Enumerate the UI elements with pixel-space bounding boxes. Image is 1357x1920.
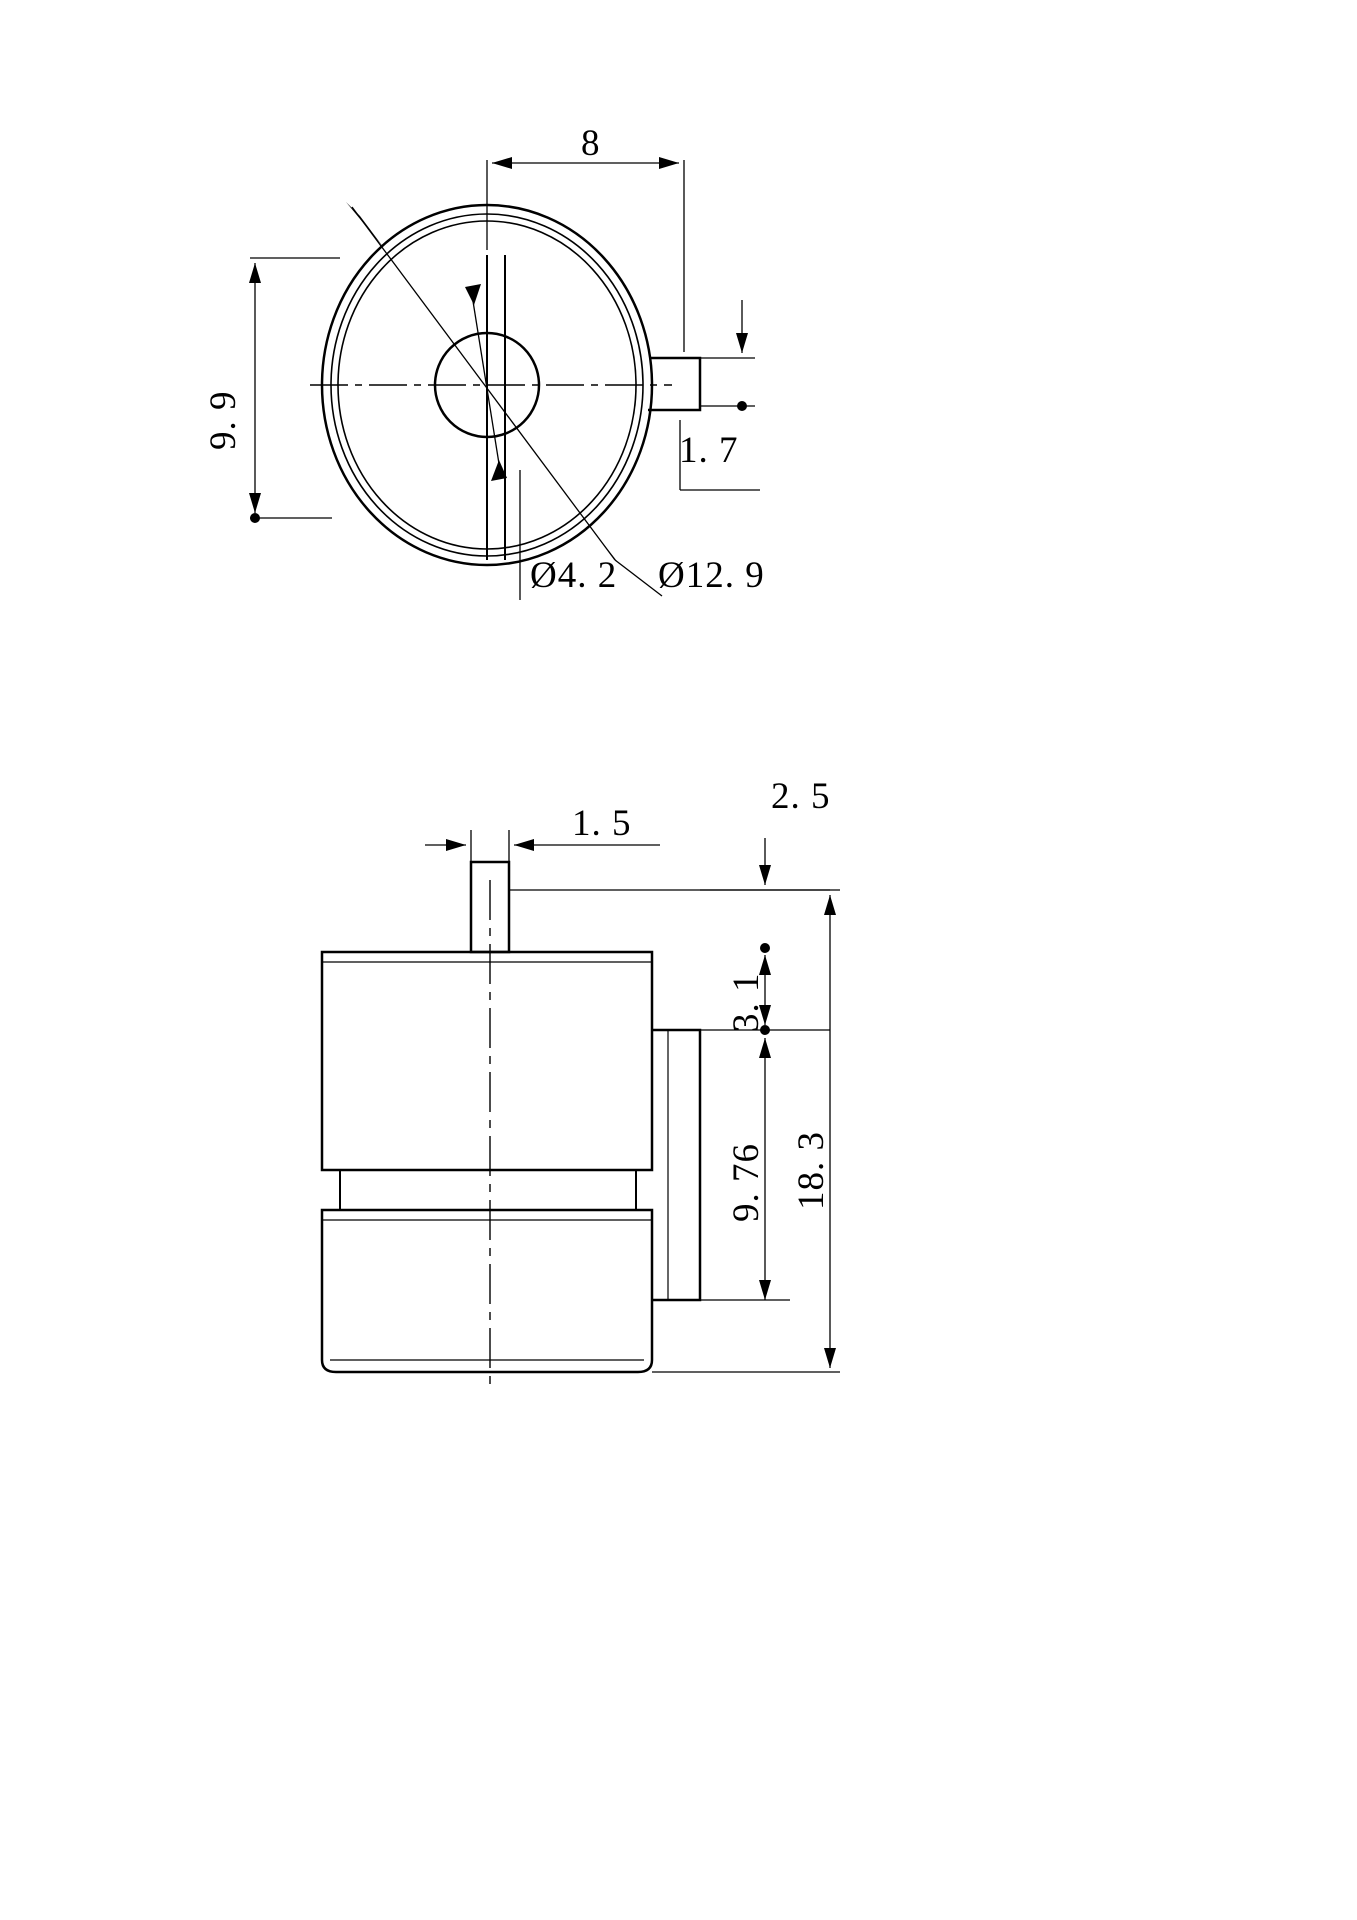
dim-label-18-3: 18. 3 [791, 1131, 832, 1210]
dim-label-9-9: 9. 9 [203, 390, 244, 450]
leader-bore-4-2 [465, 284, 520, 600]
dim-label-1-7: 1. 7 [679, 430, 739, 471]
dim-label-outer-diameter: Ø12. 9 [658, 555, 765, 596]
dim-label-9-76: 9. 76 [726, 1143, 767, 1222]
dim-label-8: 8 [581, 123, 601, 164]
dim-9-9 [249, 258, 340, 523]
side-view-geometry [322, 862, 700, 1392]
dim-label-2-5: 2. 5 [771, 776, 831, 817]
dim-2-5 [509, 838, 830, 1030]
dim-label-bore-diameter: Ø4. 2 [530, 555, 618, 596]
dim-label-1-5: 1. 5 [572, 803, 632, 844]
dim-label-3-1: 3. 1 [726, 972, 767, 1032]
top-view-geometry [310, 205, 700, 565]
dim-8 [487, 157, 684, 352]
